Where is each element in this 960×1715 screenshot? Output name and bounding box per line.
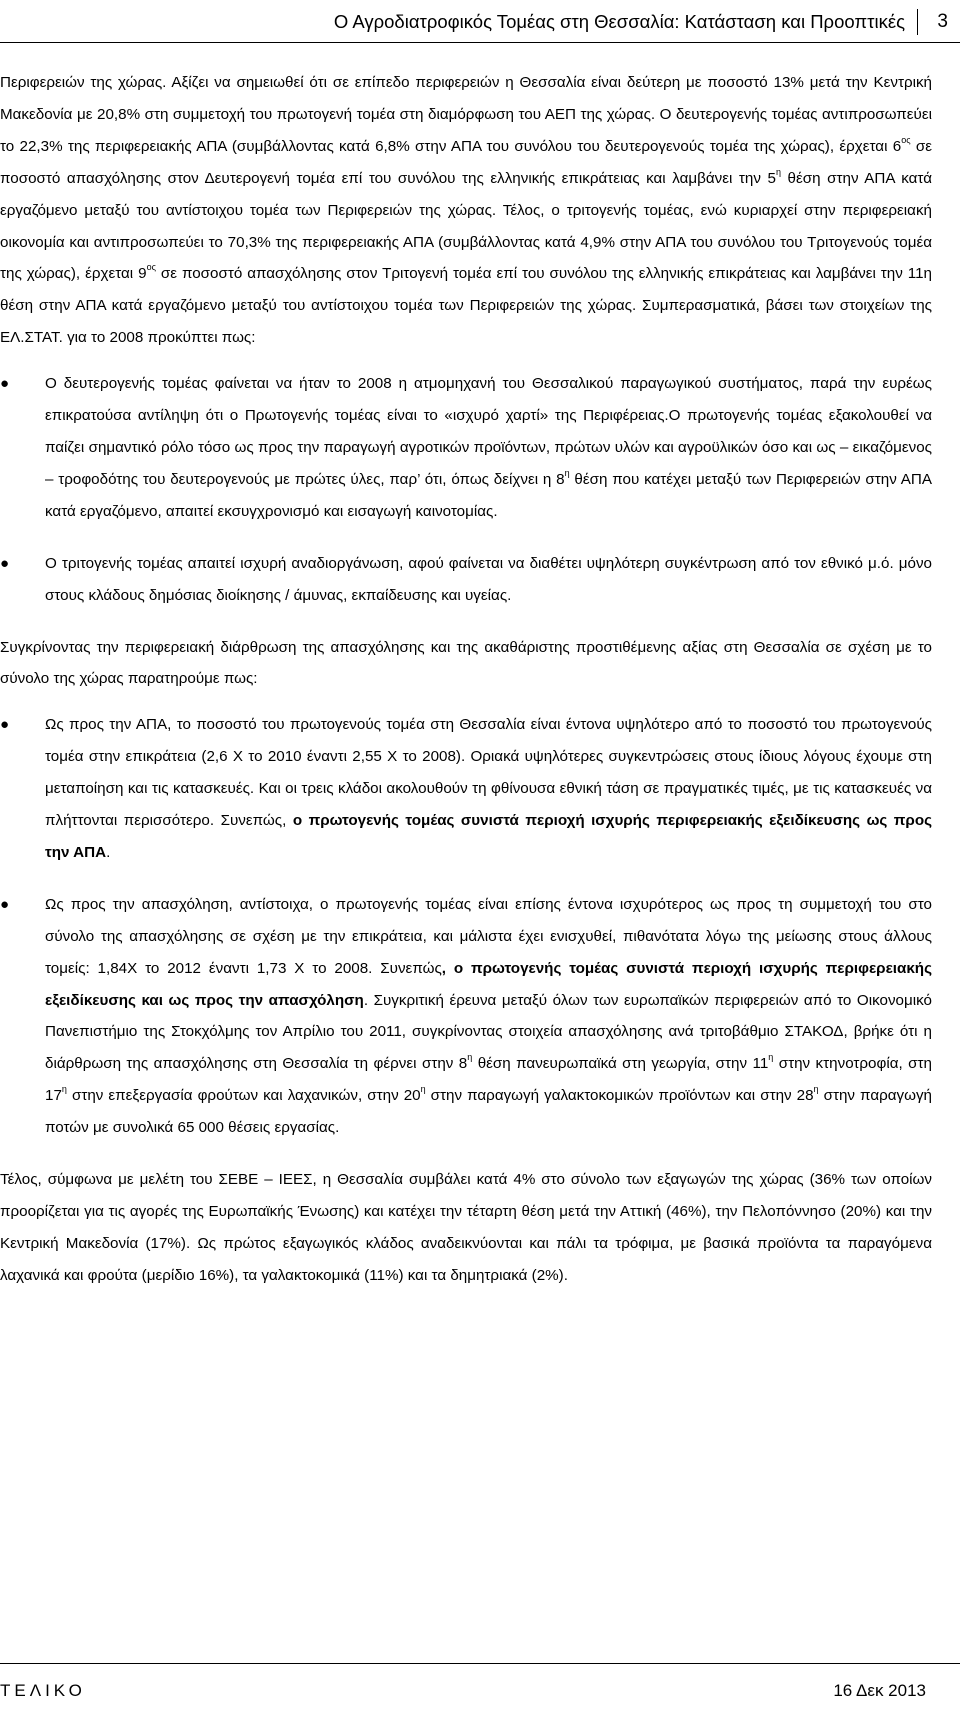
conclusions-list [0,368,932,611]
page-header [0,0,960,42]
list-item [0,368,932,528]
bullet-icon: ● [0,716,10,734]
page-footer [0,1663,960,1715]
bold-text: ο πρωτογενής τομέας συνιστά περιοχή ισχυρής περιφερειακής εξειδίκευσης ως προς την ΑΠΑ [45,812,932,861]
text-run: στην παραγωγή ποτών με συνολικά 65 000 θέσεις εργασίας. [45,1087,933,1137]
text-run: θέση που κατέχει μεταξύ των Περιφερειών στην ΑΠΑ κατά εργαζόμενο, απαιτεί εκσυγχρονισμό και εισαγωγή καινοτομίας. [45,470,932,520]
superscript: η [768,1052,774,1063]
list-item [0,889,932,1144]
superscript: η [813,1084,819,1095]
footer-divider [0,1663,960,1664]
superscript: η [467,1052,473,1063]
list-item [0,709,932,869]
text-run: στην επεξεργασία φρούτων και λαχανικών, στην 20 [66,1087,421,1105]
paragraph-sector-overview [0,67,932,354]
list-item [0,548,932,612]
bold-text: , ο πρωτογενής τομέας συνιστά περιοχή ισχυρής περιφερειακής εξειδίκευσης και ως προς την απασχόληση [45,959,932,1009]
text-run: . Συγκριτική έρευνα μεταξύ όλων των ευρωπαϊκών περιφερειών από το Οικονομικό Πανεπιστήμιο της Στοκχόλμης τον Απρίλιο του 2011, συγκρίνοντας στοιχεία απασχόλησης ανά τριτοβάθμιο ΣΤΑΚΟΔ, βρήκε ότι η διάρθρωση της απασχόλησης στη Θεσσαλία τη φέρνει στην 8 [45,991,932,1073]
document-body [0,67,932,1292]
comparison-list [0,709,932,1144]
text-run: Ως προς την απασχόληση, αντίστοιχα, ο πρωτογενής τομέας είναι επίσης έντονα ισχυρότερος ως προς τη συμμετοχή του στο σύνολο της απασχόλησης σε σχέση με την επικράτεια, και μάλιστα έχει ενισχυθεί, πιθανότατα λόγω της μείωσης στους άλλους τομείς: 1,84Χ το 2012 έναντι 1,73 Χ το 2008. Συνεπώς [45,895,932,977]
superscript: η [564,467,570,478]
text-run: . [106,843,111,861]
text-run: Περιφερειών της χώρας. Αξίζει να σημειωθεί ότι σε επίπεδο περιφερειών η Θεσσαλία είναι δεύτερη με ποσοστό 13% μετά την Κεντρική Μακεδονία με 20,8% στη συμμετοχή του πρωτογενή τομέα στη διαμόρφωση του ΑΕΠ της χώρας. Ο δευτερογενής τομέας αντιπροσωπεύει το 22,3% της περιφερειακής ΑΠΑ (συμβάλλοντας κατά 6,8% στην ΑΠΑ του συνόλου του δευτερογενούς τομέα της χώρας), έρχεται 6 [0,74,932,155]
text-run: Ως προς την ΑΠΑ, το ποσοστό του πρωτογενούς τομέα στη Θεσσαλία είναι έντονα υψηλότερο από το ποσοστό του πρωτογενούς τομέα στην επικράτεια (2,6 Χ το 2010 έναντι 2,55 Χ το 2008). Οριακά υψηλότερες συγκεντρώσεις στους ίδιους λόγους έχουμε στη μεταποίηση και τις κατασκευές. Και οι τρεις κλάδοι ακολουθούν τη φθίνουσα εθνική τάση σε πραγματικές τιμές, με τις κατασκευές να πλήττονται περισσότερο. Συνεπώς, [45,716,932,830]
text-run: σε ποσοστό απασχόλησης στον Δευτερογενή τομέα επί του συνόλου της ελληνικής επικράτειας και λαμβάνει την 5 [0,137,932,187]
bullet-icon: ● [0,895,10,913]
superscript: η [61,1084,67,1095]
text-run: θέση στην ΑΠΑ κατά εργαζόμενο μεταξύ του αντίστοιχου τομέα των Περιφερειών της χώρας. Τέλος, ο τριτογενής τομέας, ενώ κυριαρχεί στην περιφερειακή οικονομία και αντιπροσωπεύει το 70,3% της περιφερειακής ΑΠΑ (συμβάλλοντας κατά 4,9% στην ΑΠΑ του συνόλου του Τριτογενούς τομέα της χώρας), έρχεται 9 [0,169,932,283]
text-run: Ο τριτογενής τομέας απαιτεί ισχυρή αναδιοργάνωση, αφού φαίνεται να διαθέτει υψηλότερη συγκέντρωση από τον εθνικό μ.ό. μόνο στους κλάδους δημόσιας διοίκησης / άμυνας, εκπαίδευσης και υγείας. [45,554,932,604]
document-title: Ο Αγροδιατροφικός Τομέας στη Θεσσαλία: Κατάσταση και Προοπτικές [334,9,918,35]
page-number: 3 [937,11,948,32]
document-status: ΤΕΛΙΚΟ [0,1681,86,1700]
superscript: ος [901,134,911,145]
text-run: θέση πανευρωπαϊκά στη γεωργία, στην 11 [472,1055,769,1073]
superscript: ος [146,262,156,273]
paragraph-comparison-intro: Συγκρίνοντας την περιφερειακή διάρθρωση της απασχόλησης και της ακαθάριστης προστιθέμενης αξίας στη Θεσσαλία σε σχέση με το σύνολο της χώρας παρατηρούμε πως: [0,638,932,688]
text-run: στην παραγωγή γαλακτοκομικών προϊόντων και στην 28 [425,1087,814,1105]
header-divider [0,42,960,43]
text-run: στην κτηνοτροφία, στη 17 [45,1055,932,1105]
superscript: η [775,166,781,177]
superscript: η [420,1084,426,1095]
paragraph-exports: Τέλος, σύμφωνα με μελέτη του ΣΕΒΕ – ΙΕΕΣ, η Θεσσαλία συμβάλει κατά 4% στο σύνολο των εξαγωγών της χώρας (36% των οποίων προορίζεται για τις αγορές της Ευρωπαϊκής Ένωσης) και κατέχει την τέταρτη θέση μετά την Αττική (46%), την Πελοπόννησο (20%) και την Κεντρική Μακεδονία (17%). Ως πρώτος εξαγωγικός κλάδος αναδεικνύονται και πάλι τα τρόφιμα, με βασικά προϊόντα τα παραγόμενα λαχανικά και φρούτα (μερίδιο 16%), τα γαλακτοκομικά (11%) και τα δημητριακά (2%). [0,1171,932,1284]
text-run: σε ποσοστό απασχόλησης στον Τριτογενή τομέα επί του συνόλου της ελληνικής επικράτειας και λαμβάνει την 11η θέση στην ΑΠΑ κατά εργαζόμενο μεταξύ του αντίστοιχου τομέα των Περιφερειών της χώρας. Συμπερασματικά, βάσει των στοιχείων της ΕΛ.ΣΤΑΤ. για το 2008 προκύπτει πως: [0,265,932,347]
bullet-icon: ● [0,554,10,572]
bullet-icon: ● [0,375,10,393]
document-date: 16 Δεκ 2013 [833,1681,926,1700]
text-run: Ο δευτερογενής τομέας φαίνεται να ήταν το 2008 η ατμομηχανή του Θεσσαλικού παραγωγικού συστήματος, παρά την ευρέως επικρατούσα αντίληψη ότι ο Πρωτογενής τομέας είναι το «ισχυρό χαρτί» της Περιφέρειας.Ο πρωτογενής τομέας εξακολουθεί να παίζει σημαντικό ρόλο τόσο ως προς την παραγωγή αγροτικών προϊόντων, πρώτων υλών και αγροϋλικών όσο και ως – εικαζόμενος – τροφοδότης του δευτερογενούς με πρώτες ύλες, παρ’ ότι, όπως δείχνει η 8 [45,375,932,488]
